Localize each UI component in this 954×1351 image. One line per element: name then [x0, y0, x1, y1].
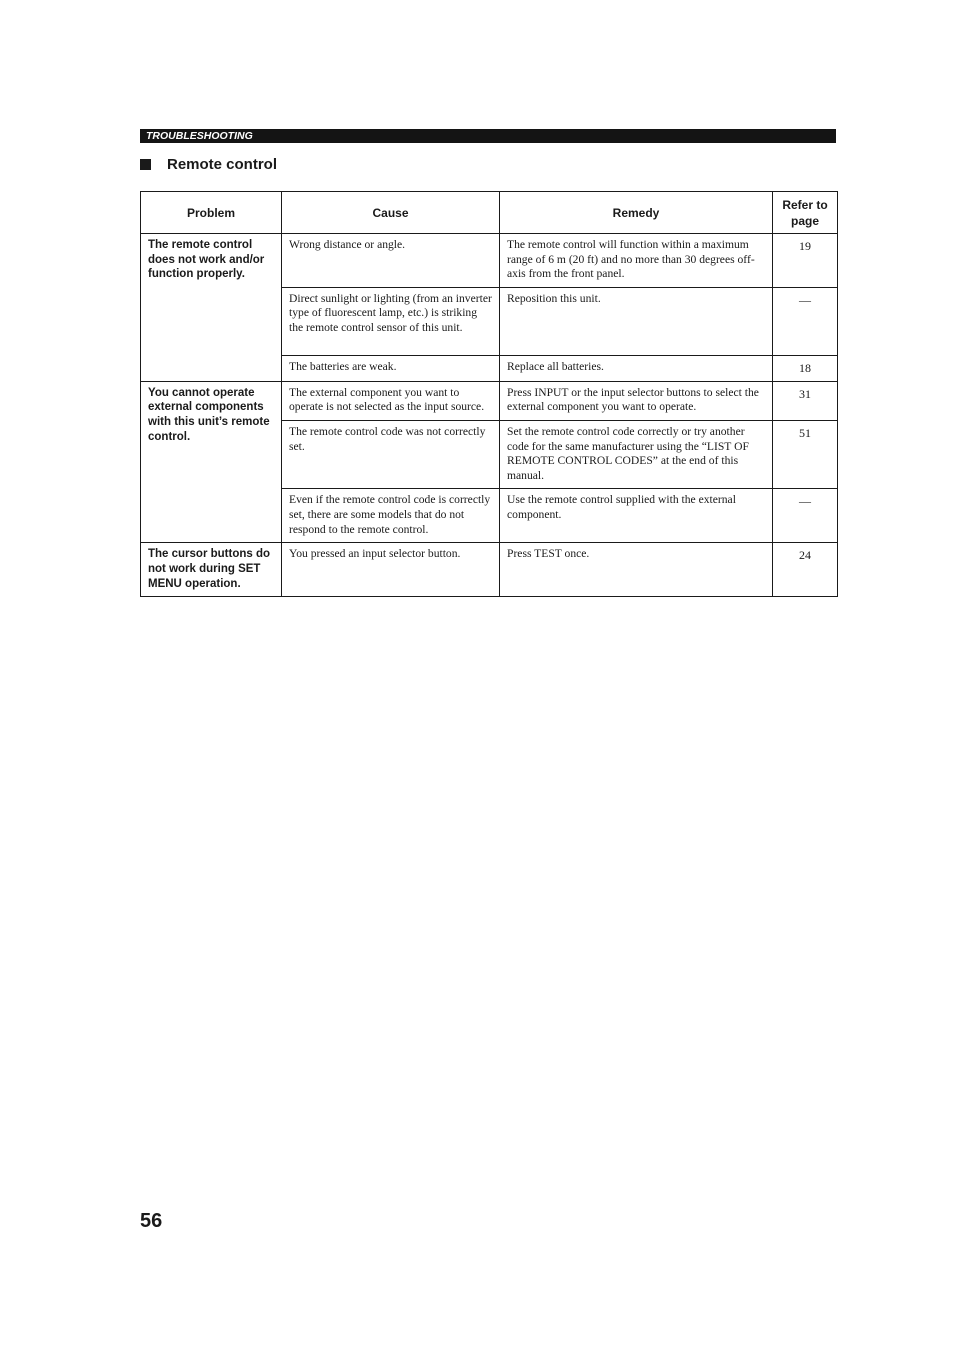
square-bullet-icon	[140, 159, 151, 170]
cause-cell: Wrong distance or angle.	[282, 234, 500, 288]
column-header-cause: Cause	[282, 192, 500, 234]
troubleshooting-table	[140, 191, 838, 597]
column-header-refer-to-page: Refer to page	[773, 192, 838, 234]
remedy-cell: Set the remote control code correctly or try another code for the same manufacturer using the “LIST OF REMOTE CONTROL CODES” at the end of this manual.	[500, 420, 773, 488]
table-row	[141, 543, 838, 597]
refer-page-cell: —	[773, 489, 838, 543]
cause-cell: The batteries are weak.	[282, 355, 500, 381]
column-header-problem: Problem	[141, 192, 282, 234]
refer-page-cell: 18	[773, 355, 838, 381]
table-row	[141, 381, 838, 420]
problem-cell: You cannot operate external components with this unit’s remote control.	[141, 381, 282, 543]
cause-cell: Direct sunlight or lighting (from an inverter type of fluorescent lamp, etc.) is striking the remote control sensor of this unit.	[282, 287, 500, 355]
remedy-cell: Press TEST once.	[500, 543, 773, 597]
cause-cell: Even if the remote control code is correctly set, there are some models that do not respond to the remote control.	[282, 489, 500, 543]
refer-page-cell: 19	[773, 234, 838, 288]
cause-cell: The remote control code was not correctly set.	[282, 420, 500, 488]
column-header-remedy: Remedy	[500, 192, 773, 234]
table-row	[141, 234, 838, 288]
refer-page-cell: 31	[773, 381, 838, 420]
remedy-cell: Use the remote control supplied with the external component.	[500, 489, 773, 543]
cause-cell: You pressed an input selector button.	[282, 543, 500, 597]
section-heading	[140, 154, 277, 174]
problem-cell: The cursor buttons do not work during SET MENU operation.	[141, 543, 282, 597]
remedy-cell: Press INPUT or the input selector buttons to select the external component you want to operate.	[500, 381, 773, 420]
refer-page-cell: 24	[773, 543, 838, 597]
section-header-bar	[140, 129, 836, 143]
cause-cell: The external component you want to operate is not selected as the input source.	[282, 381, 500, 420]
problem-cell: The remote control does not work and/or function properly.	[141, 234, 282, 382]
section-title: Remote control	[167, 155, 278, 173]
header-label: TROUBLESHOOTING	[146, 130, 253, 142]
refer-page-cell: 51	[773, 420, 838, 488]
remedy-cell: The remote control will function within a maximum range of 6 m (20 ft) and no more than 30 degrees off-axis from the front panel.	[500, 234, 773, 288]
table-header-row	[141, 192, 838, 234]
remedy-cell: Replace all batteries.	[500, 355, 773, 381]
page-number: 56	[140, 1210, 163, 1232]
remedy-cell: Reposition this unit.	[500, 287, 773, 355]
refer-page-cell: —	[773, 287, 838, 355]
